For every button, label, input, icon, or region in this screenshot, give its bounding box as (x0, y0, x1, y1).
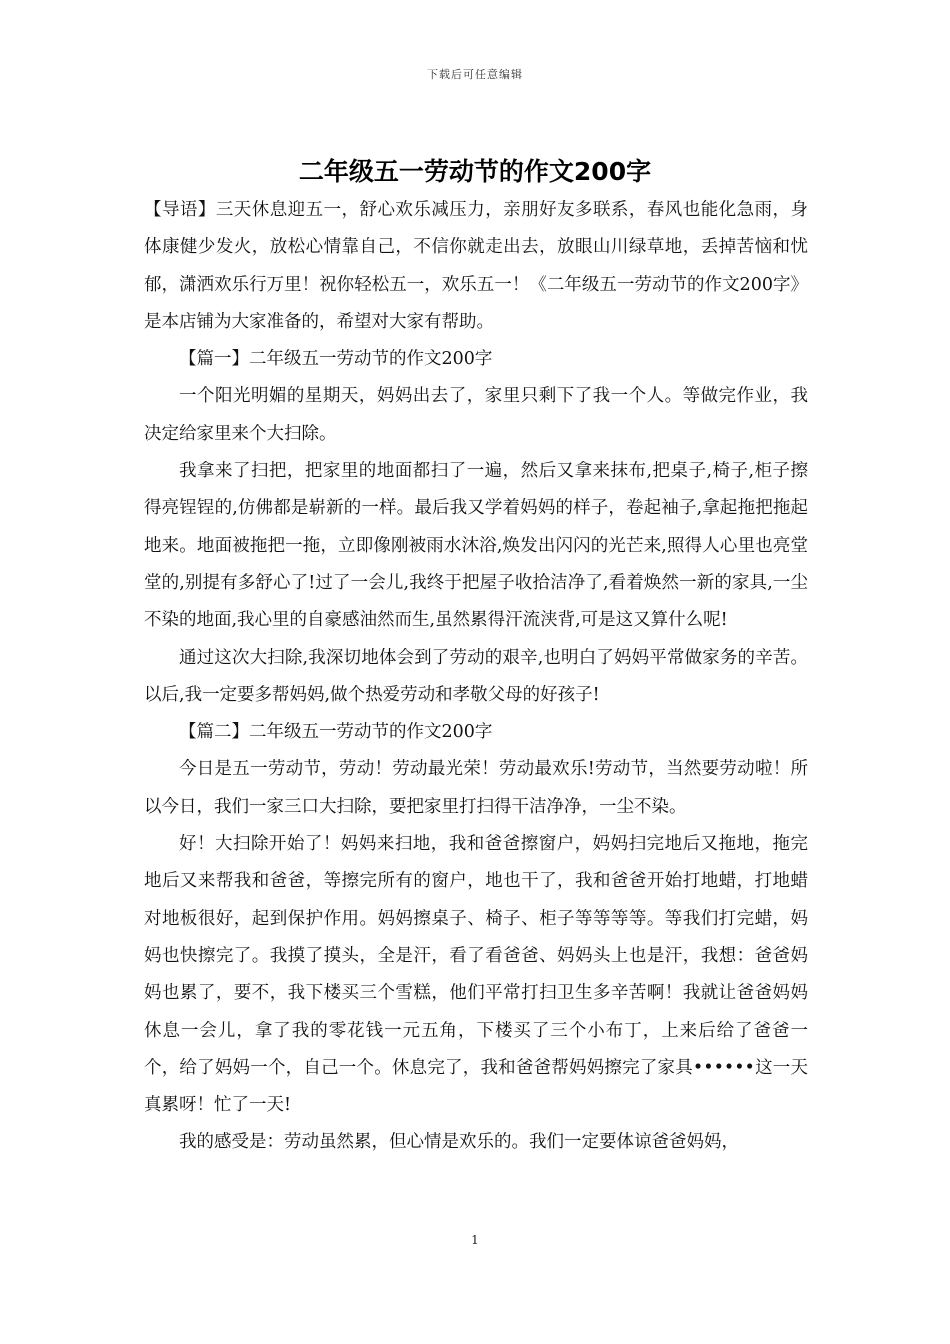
page-number: 1 (471, 1233, 479, 1247)
body-paragraph: 好！大扫除开始了！妈妈来扫地，我和爸爸擦窗户，妈妈扫完地后又拖地，拖完地后又来帮我和爸爸，等擦完所有的窗户，地也干了，我和爸爸开始打地蜡，打地蜡对地板很好，起到保护作用。妈妈擦桌子、椅子、柜子等等等等。等我们打完蜡，妈妈也快擦完了。我摸了摸头，全是汗，看了看爸爸、妈妈头上也是汗，我想：爸爸妈妈也累了，要不，我下楼买三个雪糕，他们平常打扫卫生多辛苦啊！我就让爸爸妈妈休息一会儿，拿了我的零花钱一元五角，下楼买了三个小布丁，上来后给了爸爸一个，给了妈妈一个，自己一个。休息完了，我和爸爸帮妈妈擦完了家具••••••这一天真累呀！忙了一天! (144, 834, 808, 1116)
document-title: 二年级五一劳动节的作文200字 (298, 157, 652, 186)
body-paragraph: 一个阳光明媚的星期天，妈妈出去了，家里只剩下了我一个人。等做完作业，我决定给家里来个大扫除。 (144, 386, 808, 444)
body-paragraph: 今日是五一劳动节，劳动！劳动最光荣！劳动最欢乐!劳动节，当然要劳动啦！所以今日，我们一家三口大扫除，要把家里打扫得干洁净净，一尘不染。 (144, 759, 808, 817)
page-header-note: 下载后可任意编辑 (427, 68, 523, 81)
body-paragraph: 通过这次大扫除,我深切地体会到了劳动的艰辛,也明白了妈妈平常做家务的辛苦。以后,我一定要多帮妈妈,做个热爱劳动和孝敬父母的好孩子! (144, 647, 808, 705)
section-heading-1: 【篇一】二年级五一劳动节的作文200字 (179, 349, 493, 370)
intro-paragraph: 【导语】三天休息迎五一，舒心欢乐减压力，亲朋好友多联系，春风也能化急雨，身体康健少发火，放松心情靠自己，不信你就走出去，放眼山川绿草地，丢掉苦恼和忧郁，潇洒欢乐行万里！祝你轻松五一，欢乐五一！《二年级五一劳动节的作文200字》是本店铺为大家准备的，希望对大家有帮助。 (144, 200, 808, 332)
section-heading-2: 【篇二】二年级五一劳动节的作文200字 (179, 722, 493, 743)
document-body (144, 192, 808, 1162)
body-paragraph: 我拿来了扫把，把家里的地面都扫了一遍，然后又拿来抹布,把桌子,椅子,柜子擦得亮锃锃的,仿佛都是崭新的一样。最后我又学着妈妈的样子，卷起袖子,拿起拖把拖起地来。地面被拖把一拖，立即像刚被雨水沐浴,焕发出闪闪的光芒来,照得人心里也亮堂堂的,别提有多舒心了!过了一会儿,我终于把屋子收拾洁净了,看着焕然一新的家具,一尘不染的地面,我心里的自豪感油然而生,虽然累得汗流浃背,可是这又算什么呢! (144, 461, 808, 631)
body-paragraph: 我的感受是：劳动虽然累，但心情是欢乐的。我们一定要体谅爸爸妈妈， (179, 1132, 739, 1153)
